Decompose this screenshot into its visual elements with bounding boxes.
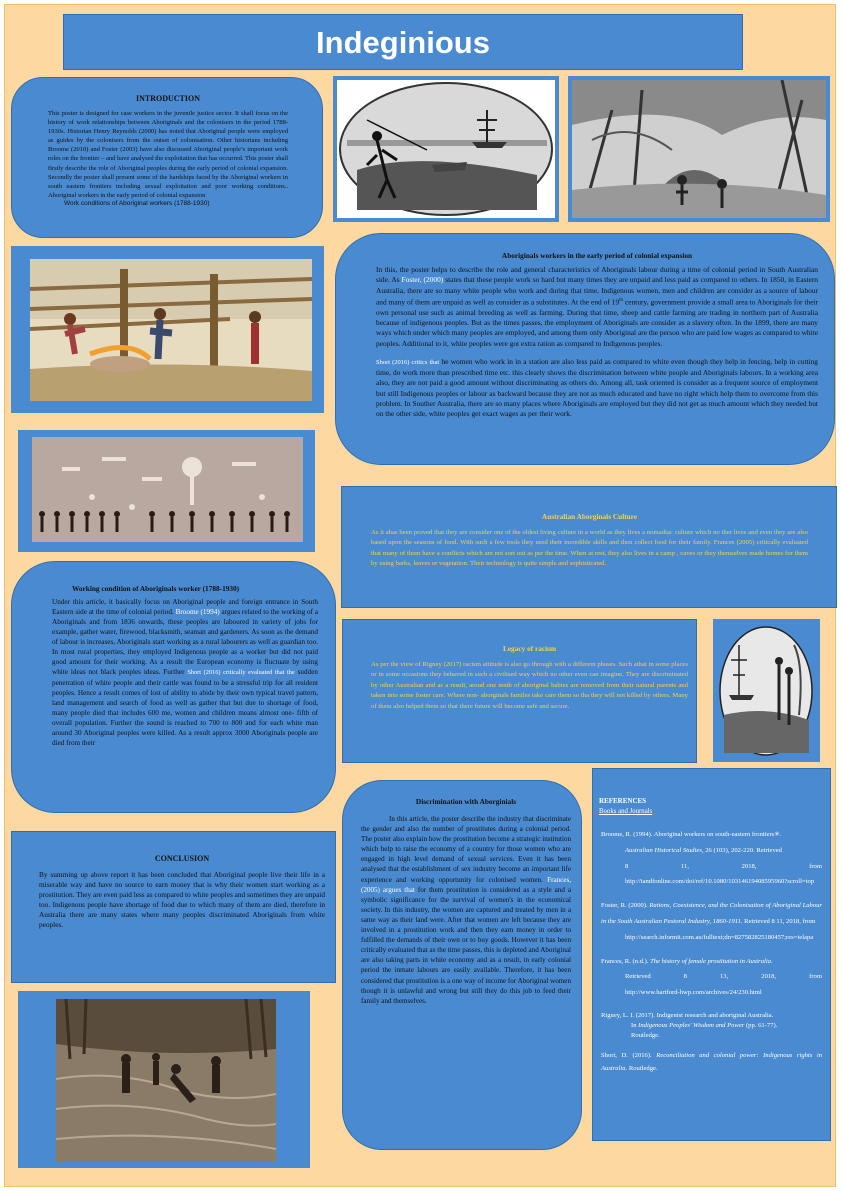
working-a: Under this article, it basically focus on Aboriginal people and foreign entrance in South Eastern side at the time of colonial period. [52,598,318,616]
working-b: argues related to the working of a Aboriginals and from 1836 onwards, these peoples are laboured in variety of jobs for example, gather water, firewood, blacksmith, seaman and gardeners. As soon as the demand of labour is increases, Aboriginals start working as a rural labourers as well as guardian too. In most rural properties, they employed Indigenous people as a worker but did not paid good amount for their working. As a result the European economy is fluctuate by using white ideas not black peoples ideas. Further [52,608,318,676]
culture-panel [341,486,837,608]
discrimination-body [361,814,571,1006]
discrimination-panel [342,780,582,1150]
reference-broome-mark: ✳ [774,831,780,838]
working-body [52,597,318,748]
early-period-para-2 [376,357,818,420]
early-period-panel [335,233,835,465]
early-p1-a: In this, the poster helps to describe the role and general characteristics of Aboriginals labour during a time of colonial period in South Australian side. As [376,265,818,285]
discrimination-a: In this article, the poster describe the industry that discriminate the gender and also the number of prostitutes during a colonial period. The poster also explain how the prostitution become a strategic institution which help to raise the economy of a country for those women who are engaged in high level demand of sexual services. Even it has been analysed that the establishment of sex industry become an important life experience and working opportunity for colonised women. [361,815,572,884]
conclusion-body: By summing up above report it has been concluded that Aboriginal people live their life in a miserable way and have no source to earn money that is why their women start working as a prostitution. They are even paid less as compared to white peoples and sometimes they are unpaid too. Indigenous people have shortage of food due to which many of them are died, therefore in Australia there are many states where many peoples discriminated Aboriginals from white peoples. [39,870,325,929]
reference-foster-url[interactable]: http://search.informit.com.au/fulltext;dn=827582825180457;res=ielapa [625,933,814,941]
legacy-heading: Legacy of racism [502,644,557,653]
ship-figures-image [713,619,820,762]
foster-citation: Foster, (2000) [401,275,444,285]
early-p1-sup: th [619,297,624,303]
short-eval-citation: Short (2016) critically evaluated that the [187,669,295,676]
frances-citation: Frances, (2005) argues that [361,875,571,894]
discrimination-heading: Discrimination with Aborginials [415,797,517,806]
reference-short: Short, D. (2016). Reconciliation and colonial power: Indigenous rights in Australia. Routledge. [601,1051,822,1072]
early-p1-c: century, government provide a small area to Aboriginals for their own personal use such as animal breeding as well as farming. During that time, sheep and cattle farming are trading in northern part of Australia because of indigenous peoples. But as the times passes, the employment of Aboriginals are consider as a slavery often. In the 1899, there are many ways which under which many peoples are employed, and among them only Aboriginal are the person who are paid low wages as compared to white peoples. Additional to it, white peoples were got extra ration as compared to Indigenous peoples. [376,297,818,348]
legacy-body: As per the view of Rigney (2017) racism attitude is also go through with a different phases. Such athat in some places or in some occasions they behaved in such a civilised way which no other even can imagine. They are discriminated by other Australian and as a result, aroud one tenth of aboriginal babies are removed from their natural parents and taken into some foster care. Where non- aborginals familes take care them so tha they will not killed by others. Many of them also helped them so that there future will become safe and secure. [371,661,688,710]
references-panel [592,768,831,1141]
discrimination-b: for them prostitution is considered as a style and a symbolic significance for the survival of women's in the economical society. In this industry, the women are captured and treated by men in a same way as their land were. After that women are left because they are involved in a prostitution work and then they earn money in order to fulfilled the demands of their own or to buy goods. However it has been critically evaluated that as the time passes, this is depleted and Aboriginal are also taking parts in white economy and as a result, in early colonial period the inmate labours are easily available. Therefore, it has been considered that prostitution is a one way of income for Aboriginal women though it is unlawful and wrong but still they do this job to feed their family and themselves. [361,885,571,1005]
camp-scene-image [568,76,830,222]
bark-drawing-image [18,430,315,552]
culture-body: As it ahas been proved that they are consider one of the oldest living culture in a world as they lives a nomadiac culture which no ther lives and even they are also based upon the seasons of food. With such a few tools they used their incredible skills and then collect food for their family. Frances (2005) critically evaluated that many of them have a conflicts which are not sort out as per the time. When at rest, they also lives in a camp , caves or they themselves made homes for them by using barks, leaves or vegetation. Their technology is quite simple and sophisticated. [371,529,808,568]
intro-panel [11,77,323,238]
reference-foster: Foster, R. (2000). Rations, Coexistence, and the Colonisation of Aboriginal Labour in the South Australian Pastoral Industry, 1860-1911. Retrieved 8 11, 2018, from http://search.informit.com.au/fulltext;dn=827582825180457;res=ielapa [599,898,822,945]
reference-broome: Broome, R. (1994). Aboriginal workers on south-eastern frontiers✳. Australian Historical Studies, 26 (103), 202-220. Retrieved 8 11, 2018, from http://tandfonline.com/doi/ref/10.1080/10314619408595960?scroll=top [599,827,822,890]
field-figures-image [18,991,310,1168]
early-p2-b: he women who work in in a station are also less paid as compared to white even though they help in fencing, help in cutting time, do work more than prescribed time etc. this clearly shows the discrimination between white people and Aboriginals labours. In a working area also, they are not paid a good amount without discriminating as others do. Among all, task oriented is consider as a frequent source of employment but still Indigenous peoples or labour as backward because they are not as much educated and have no right which help them to overcome from this problem. In Souther Australia, there are so many places where Aboriginals are employed but they did not get as much amount which they needed but on the other side, white peoples get exact wages as per their work. [376,356,819,419]
intro-heading: INTRODUCTION [135,94,200,103]
reference-rigney: Rigney, L. I. (2017). Indigenist research and aboriginal Australia. In Indigenous Peoples' Wisdom and Power (pp. 61-77). Routledge. [601,1011,778,1039]
working-c: sudden penetration of white people and their cattle was found to be a stressful trip for all resident peoples. Hence a result comes of lost of ability to abide by their own typical travel pattern, land management and search of food as well as gather that but due to shortage of food, many people died that includes 600 me, women and children means almost one- fifth of overall population. Further the sound is reached to 700 to 800 and for each white man around 30 Aboriginal peoples were killed. As a result approx 3000 Aboriginals people are died from their [52,668,318,747]
poster-title: Indeginious [63,14,743,70]
intro-subline: Work conditions of Aboriginal workers (1788-1930) [64,199,210,207]
working-conditions-panel [11,561,336,813]
reference-frances-url[interactable]: http://www.hartford-hwp.com/archives/24/230.html [625,989,762,997]
broome-citation: Broome (1994) [175,608,220,616]
legacy-panel [342,619,697,763]
working-heading: Working condition of Aboriginals worker (1788-1930) [72,584,240,593]
reference-broome-url[interactable]: http://tandfonline.com/doi/ref/10.1080/10314619408595960?scroll=top [625,878,815,886]
intro-body: This poster is designed for case workers in the juvenile justice sector. It shall focus on the history of work relationships between Aboriginals and the colonisers in the period 1788-1930s. Historian Henry Reynolds (2000) has noted that Aboriginal people were employed as guides by the colonisers from the outset of colonisation. Other historians including Broome (2010) and Foster (2003) have also discussed Aboriginal people’s important work roles on the frontier – and have analysed the exploitation that has occurred. This poster shall firstly describe the role of Aboriginal peoples during the early period of colonial expansion. Secondly the poster shall present some of the hardships faced by the Aboriginal workers in south eastern frontiers including sexual exploitation and poor working conditions.. Aboriginal workers in the early period of colonial expansion [48,110,288,199]
early-p1-b: states that these people work so hard but many times they are unpaid and less paid as compared to others. In 1850, in Eastern Australia, there are so many white people who work and during that time, Indigenous women, men and children are consider as a source of labour and many of them are unpaid as well as consider as a substitutes. At the end of 19 [376,275,818,307]
early-period-heading: Aboriginals workers in the early period of colonial expansion [501,251,693,260]
conclusion-panel [11,831,336,983]
reference-frances: Frances, R. (n.d.). The history of female prostitution in Australia. Retrieved 8 13, 2018, from http://www.hartford-hwp.com/archives/24/230.html [599,954,822,1001]
conclusion-heading: CONCLUSION [154,854,210,863]
references-subheading: Books and Journals [599,808,653,815]
branding-scene-image [11,246,324,413]
references-heading: REFERENCES [599,797,647,805]
culture-heading: Australian Aborginals Culture [541,512,638,521]
early-period-para-1 [376,265,818,349]
ship-landing-image [333,76,559,222]
short-citation: Short (2016) critics that [376,358,440,366]
